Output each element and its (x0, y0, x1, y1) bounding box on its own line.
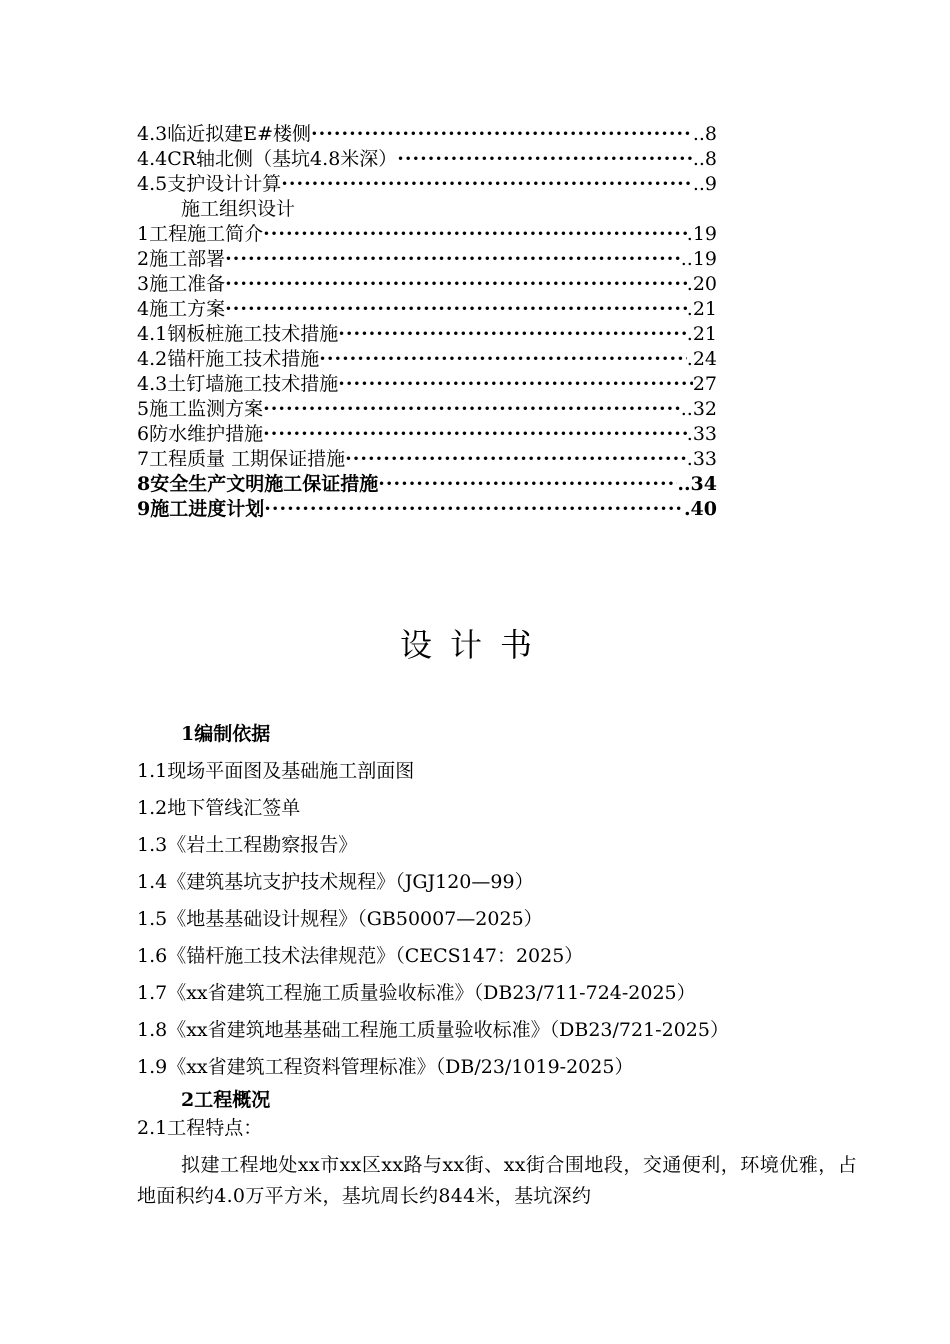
toc-entry-label: 9施工进度计划 (137, 498, 265, 520)
toc-page-number: .24 (686, 348, 717, 370)
toc-dot-leader (338, 372, 693, 397)
section-heading-basis: 1编制依据 (181, 723, 271, 745)
toc-entry (137, 372, 717, 397)
basis-item: 1.9《xx省建筑工程资料管理标准》（DB/23/1019-2025） (137, 1056, 634, 1078)
basis-item: 1.2地下管线汇签单 (137, 797, 301, 819)
toc-entry (137, 322, 717, 347)
toc-entry (137, 297, 717, 322)
basis-list (137, 753, 857, 1086)
toc-dot-leader (264, 497, 684, 522)
toc-page-number: ..9 (692, 173, 717, 195)
toc-entry-label: 7工程质量 工期保证措施 (137, 448, 346, 470)
toc-entry-label: 5施工监测方案 (137, 398, 264, 420)
basis-item: 1.8《xx省建筑地基基础工程施工质量验收标准》（DB23/721-2025） (137, 1019, 729, 1041)
toc-dot-leader (397, 147, 693, 172)
toc-entry (137, 472, 717, 497)
basis-item: 1.7《xx省建筑工程施工质量验收标准》（DB23/711-724-2025） (137, 982, 696, 1004)
basis-item: 1.1现场平面图及基础施工剖面图 (137, 760, 415, 782)
toc-page-number: ..32 (680, 398, 717, 420)
toc-page-number: .40 (683, 498, 717, 520)
toc-dot-leader (319, 347, 687, 372)
toc-entry (137, 172, 717, 197)
toc-page-number: ..8 (692, 123, 717, 145)
toc-page-number: .19 (686, 223, 717, 245)
toc-entry (137, 247, 717, 272)
document-title: 设计书 (399, 626, 550, 664)
basis-item: 1.6《锚杆施工技术法律规范》（CECS147：2025） (137, 945, 584, 967)
toc-entry-label: 3施工准备 (137, 273, 226, 295)
toc-dot-leader (263, 422, 687, 447)
subsection-heading-features: 2.1工程特点： (137, 1117, 263, 1139)
toc-entry (137, 272, 717, 297)
toc-entry-label: 施工组织设计 (181, 198, 296, 220)
toc-dot-leader (263, 222, 687, 247)
section-heading-overview: 2工程概况 (181, 1089, 271, 1111)
toc-entry-label: 1工程施工简介 (137, 223, 264, 245)
toc-entry-label: 4施工方案 (137, 298, 226, 320)
toc-entry-label: 8安全生产文明施工保证措施 (137, 473, 379, 495)
toc-entry (137, 422, 717, 447)
toc-page-number: .21 (686, 298, 717, 320)
basis-item: 1.4《建筑基坑支护技术规程》（JGJ120—99） (137, 871, 534, 893)
document-body (137, 716, 857, 1212)
toc-dot-leader (225, 297, 687, 322)
toc-page-number: .33 (686, 423, 717, 445)
toc-page-number: .33 (686, 448, 717, 470)
toc-dot-leader (378, 472, 677, 497)
toc-entry (137, 122, 717, 147)
toc-page-number: .21 (686, 323, 717, 345)
toc-entry (137, 147, 717, 172)
toc-dot-leader (338, 322, 687, 347)
basis-item: 1.5《地基基础设计规程》（GB50007—2025） (137, 908, 543, 930)
toc-entry-label: 4.5支护设计计算 (137, 173, 282, 195)
toc-entry (137, 447, 717, 472)
toc-dot-leader (345, 447, 687, 472)
toc-page-number: ..8 (692, 148, 717, 170)
basis-item: 1.3《岩土工程勘察报告》 (137, 834, 358, 856)
table-of-contents (137, 122, 717, 522)
toc-section-heading (137, 197, 717, 222)
toc-entry-label: 4.1钢板桩施工技术措施 (137, 323, 339, 345)
toc-entry-label: 4.2锚杆施工技术措施 (137, 348, 320, 370)
toc-entry (137, 222, 717, 247)
toc-entry-label: 6防水维护措施 (137, 423, 264, 445)
toc-page-number: .20 (686, 273, 717, 295)
toc-entry (137, 347, 717, 372)
toc-page-number: ..19 (680, 248, 717, 270)
toc-page-number: ..34 (677, 473, 717, 495)
toc-dot-leader (225, 247, 681, 272)
toc-entry (137, 497, 717, 522)
toc-dot-leader (225, 272, 687, 297)
toc-page-number: 27 (692, 373, 717, 395)
toc-entry-label: 4.4CR轴北侧（基坑4.8米深） (137, 148, 398, 170)
toc-entry-label: 4.3土钉墙施工技术措施 (137, 373, 339, 395)
overview-paragraph: 拟建工程地处xx市xx区xx路与xx街、xx街合围地段，交通便利，环境优雅，占地面积约4.0万平方米，基坑周长约844米，基坑深约 (137, 1154, 857, 1207)
toc-dot-leader (311, 122, 693, 147)
toc-entry-label: 2施工部署 (137, 248, 226, 270)
toc-entry (137, 397, 717, 422)
toc-entry-label: 4.3临近拟建E#楼侧 (137, 123, 312, 145)
toc-dot-leader (281, 172, 693, 197)
toc-dot-leader (263, 397, 681, 422)
